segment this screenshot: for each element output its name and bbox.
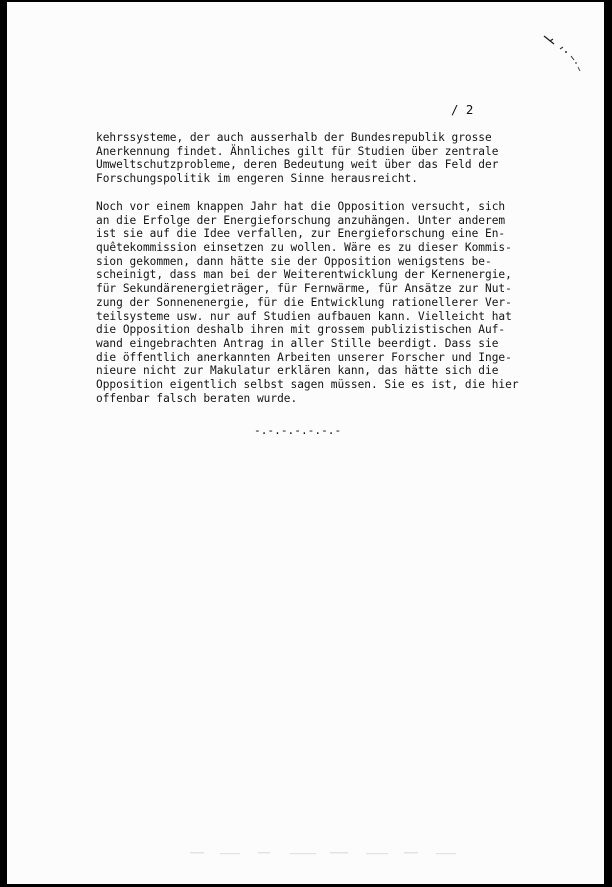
text-line: nieure nicht zur Makulatur erklären kann, das hätte sich die — [96, 364, 499, 378]
text-line: scheinigt, dass man bei der Weiterentwicklung der Kernenergie, — [96, 268, 512, 282]
text-line: für Sekundärenergieträger, für Fernwärme, für Ansätze zur Nut- — [96, 282, 512, 296]
handwritten-mark-icon — [536, 30, 588, 82]
text-line: teilsysteme usw. nur auf Studien aufbauen kann. Vielleicht hat — [96, 309, 512, 323]
text-line: wand eingebrachten Antrag in aller Stille beerdigt. Dass sie — [96, 336, 499, 350]
text-line: kehrssysteme, der auch ausserhalb der Bundesrepublik grosse — [96, 131, 492, 144]
text-line: die Opposition deshalb ihren mit grossem publizistischen Auf- — [96, 323, 506, 337]
text-line: offenbar falsch beraten wurde. — [96, 391, 298, 405]
text-line: Forschungspolitik im engeren Sinne herausreicht. — [96, 172, 418, 186]
text-line: Umweltschutzprobleme, deren Bedeutung weit über das Feld der — [96, 158, 499, 172]
text-line: sion gekommen, dann hätte sie der Opposition wenigstens be- — [96, 254, 492, 268]
text-line: Anerkennung findet. Ähnliches gilt für Studien über zentrale — [96, 144, 499, 158]
text-line: die öffentlich anerkannten Arbeiten unserer Forscher und Inge- — [96, 350, 512, 364]
paragraph-1 — [96, 131, 536, 186]
page-number: / 2 — [451, 102, 474, 117]
text-line: Opposition eigentlich selbst sagen müssen. Sie es ist, die hier — [96, 377, 519, 391]
text-line: quêtekommission einsetzen zu wollen. Wäre es zu dieser Kommis- — [96, 241, 512, 255]
text-line: Noch vor einem knappen Jahr hat die Opposition versucht, sich — [96, 200, 506, 213]
text-line: ist sie auf die Idee verfallen, zur Energieforschung eine En- — [96, 227, 506, 241]
text-line: an die Erfolge der Energieforschung anzuhängen. Unter anderem — [96, 213, 506, 227]
scan-artifact — [180, 848, 480, 858]
section-separator: -.-.-.-.-.-.- — [254, 424, 342, 437]
text-line: zung der Sonnenenergie, für die Entwicklung rationellerer Ver- — [96, 295, 512, 309]
paragraph-2 — [96, 200, 536, 405]
